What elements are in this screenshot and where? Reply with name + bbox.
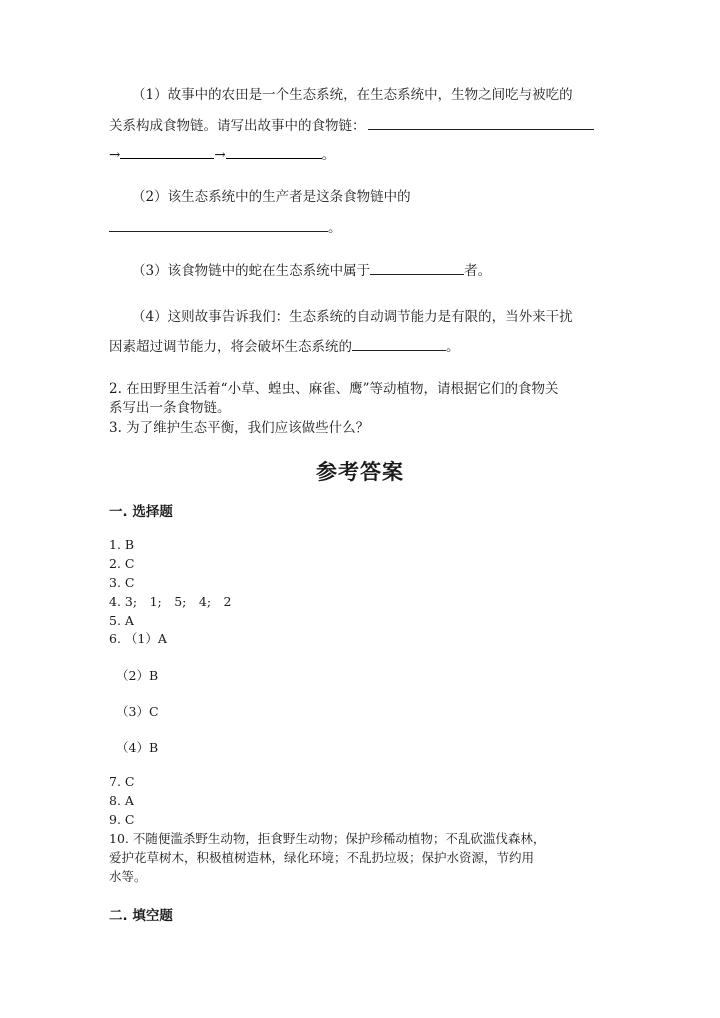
answer-item: 8. A [109, 793, 134, 808]
answer-item: 3. C [109, 575, 135, 590]
question-2-line-2: 系写出一条食物链。 [109, 400, 231, 416]
answer-item: 4. 3; 1; 5; 4; 2 [109, 594, 232, 609]
answer-subitem: （4）B [116, 740, 159, 755]
question-1-sub-1-line-1: （1）故事中的农田是一个生态系统，在生态系统中，生物之间吃与被吃的 [132, 87, 573, 103]
answer-item: 9. C [109, 812, 135, 827]
answer-blank[interactable] [120, 145, 214, 159]
section-heading-fill-in-blank: 二. 填空题 [109, 908, 173, 924]
question-1-sub-4-line-1: （4）这则故事告诉我们：生态系统的自动调节能力是有限的，当外来干扰 [132, 309, 573, 325]
question-3: 3. 为了维护生态平衡，我们应该做些什么？ [109, 420, 370, 436]
answer-blank[interactable] [352, 337, 446, 351]
answer-item: 7. C [109, 774, 135, 789]
answer-blank[interactable] [226, 145, 322, 159]
answer-subitem: （3）C [116, 704, 159, 719]
section-heading-multiple-choice: 一. 选择题 [109, 504, 173, 520]
answer-item: 2. C [109, 556, 135, 571]
question-2-line-1: 2. 在田野里生活着“小草、蝗虫、麻雀、鹰”等动植物，请根据它们的食物关 [109, 381, 559, 397]
answer-item-10-line-2: 爱护花草树木，积极植树造林，绿化环境；不乱扔垃圾；保护水资源，节约用 [109, 850, 535, 865]
answer-item: 1. B [109, 537, 135, 552]
question-1-sub-2-line-2: 。 [109, 218, 342, 237]
answer-item: 5. A [109, 613, 134, 628]
answer-item-10-line-1: 10. 不随便滥杀野生动物，拒食野生动物；保护珍稀动植物；不乱砍滥伐森林， [109, 831, 546, 846]
question-1-sub-4-line-2: 因素超过调节能力，将会破坏生态系统的 。 [109, 339, 460, 355]
question-1-sub-1-line-3: → → 。 [109, 147, 336, 163]
answer-blank[interactable] [368, 116, 594, 130]
question-1-sub-3: （3）该食物链中的蛇在生态系统中属于 者。 [132, 263, 492, 279]
question-1-sub-1-line-2: 关系构成食物链。请写出故事中的食物链： [109, 116, 594, 135]
answer-blank[interactable] [109, 218, 328, 232]
answer-blank[interactable] [370, 261, 464, 275]
answers-title: 参考答案 [316, 459, 404, 484]
answer-subitem: （2）B [116, 668, 159, 683]
answer-item: 6. （1）A [109, 631, 167, 646]
question-1-sub-2-line-1: （2）该生态系统中的生产者是这条食物链中的 [132, 189, 411, 205]
answer-item-10-line-3: 水等。 [109, 869, 147, 884]
